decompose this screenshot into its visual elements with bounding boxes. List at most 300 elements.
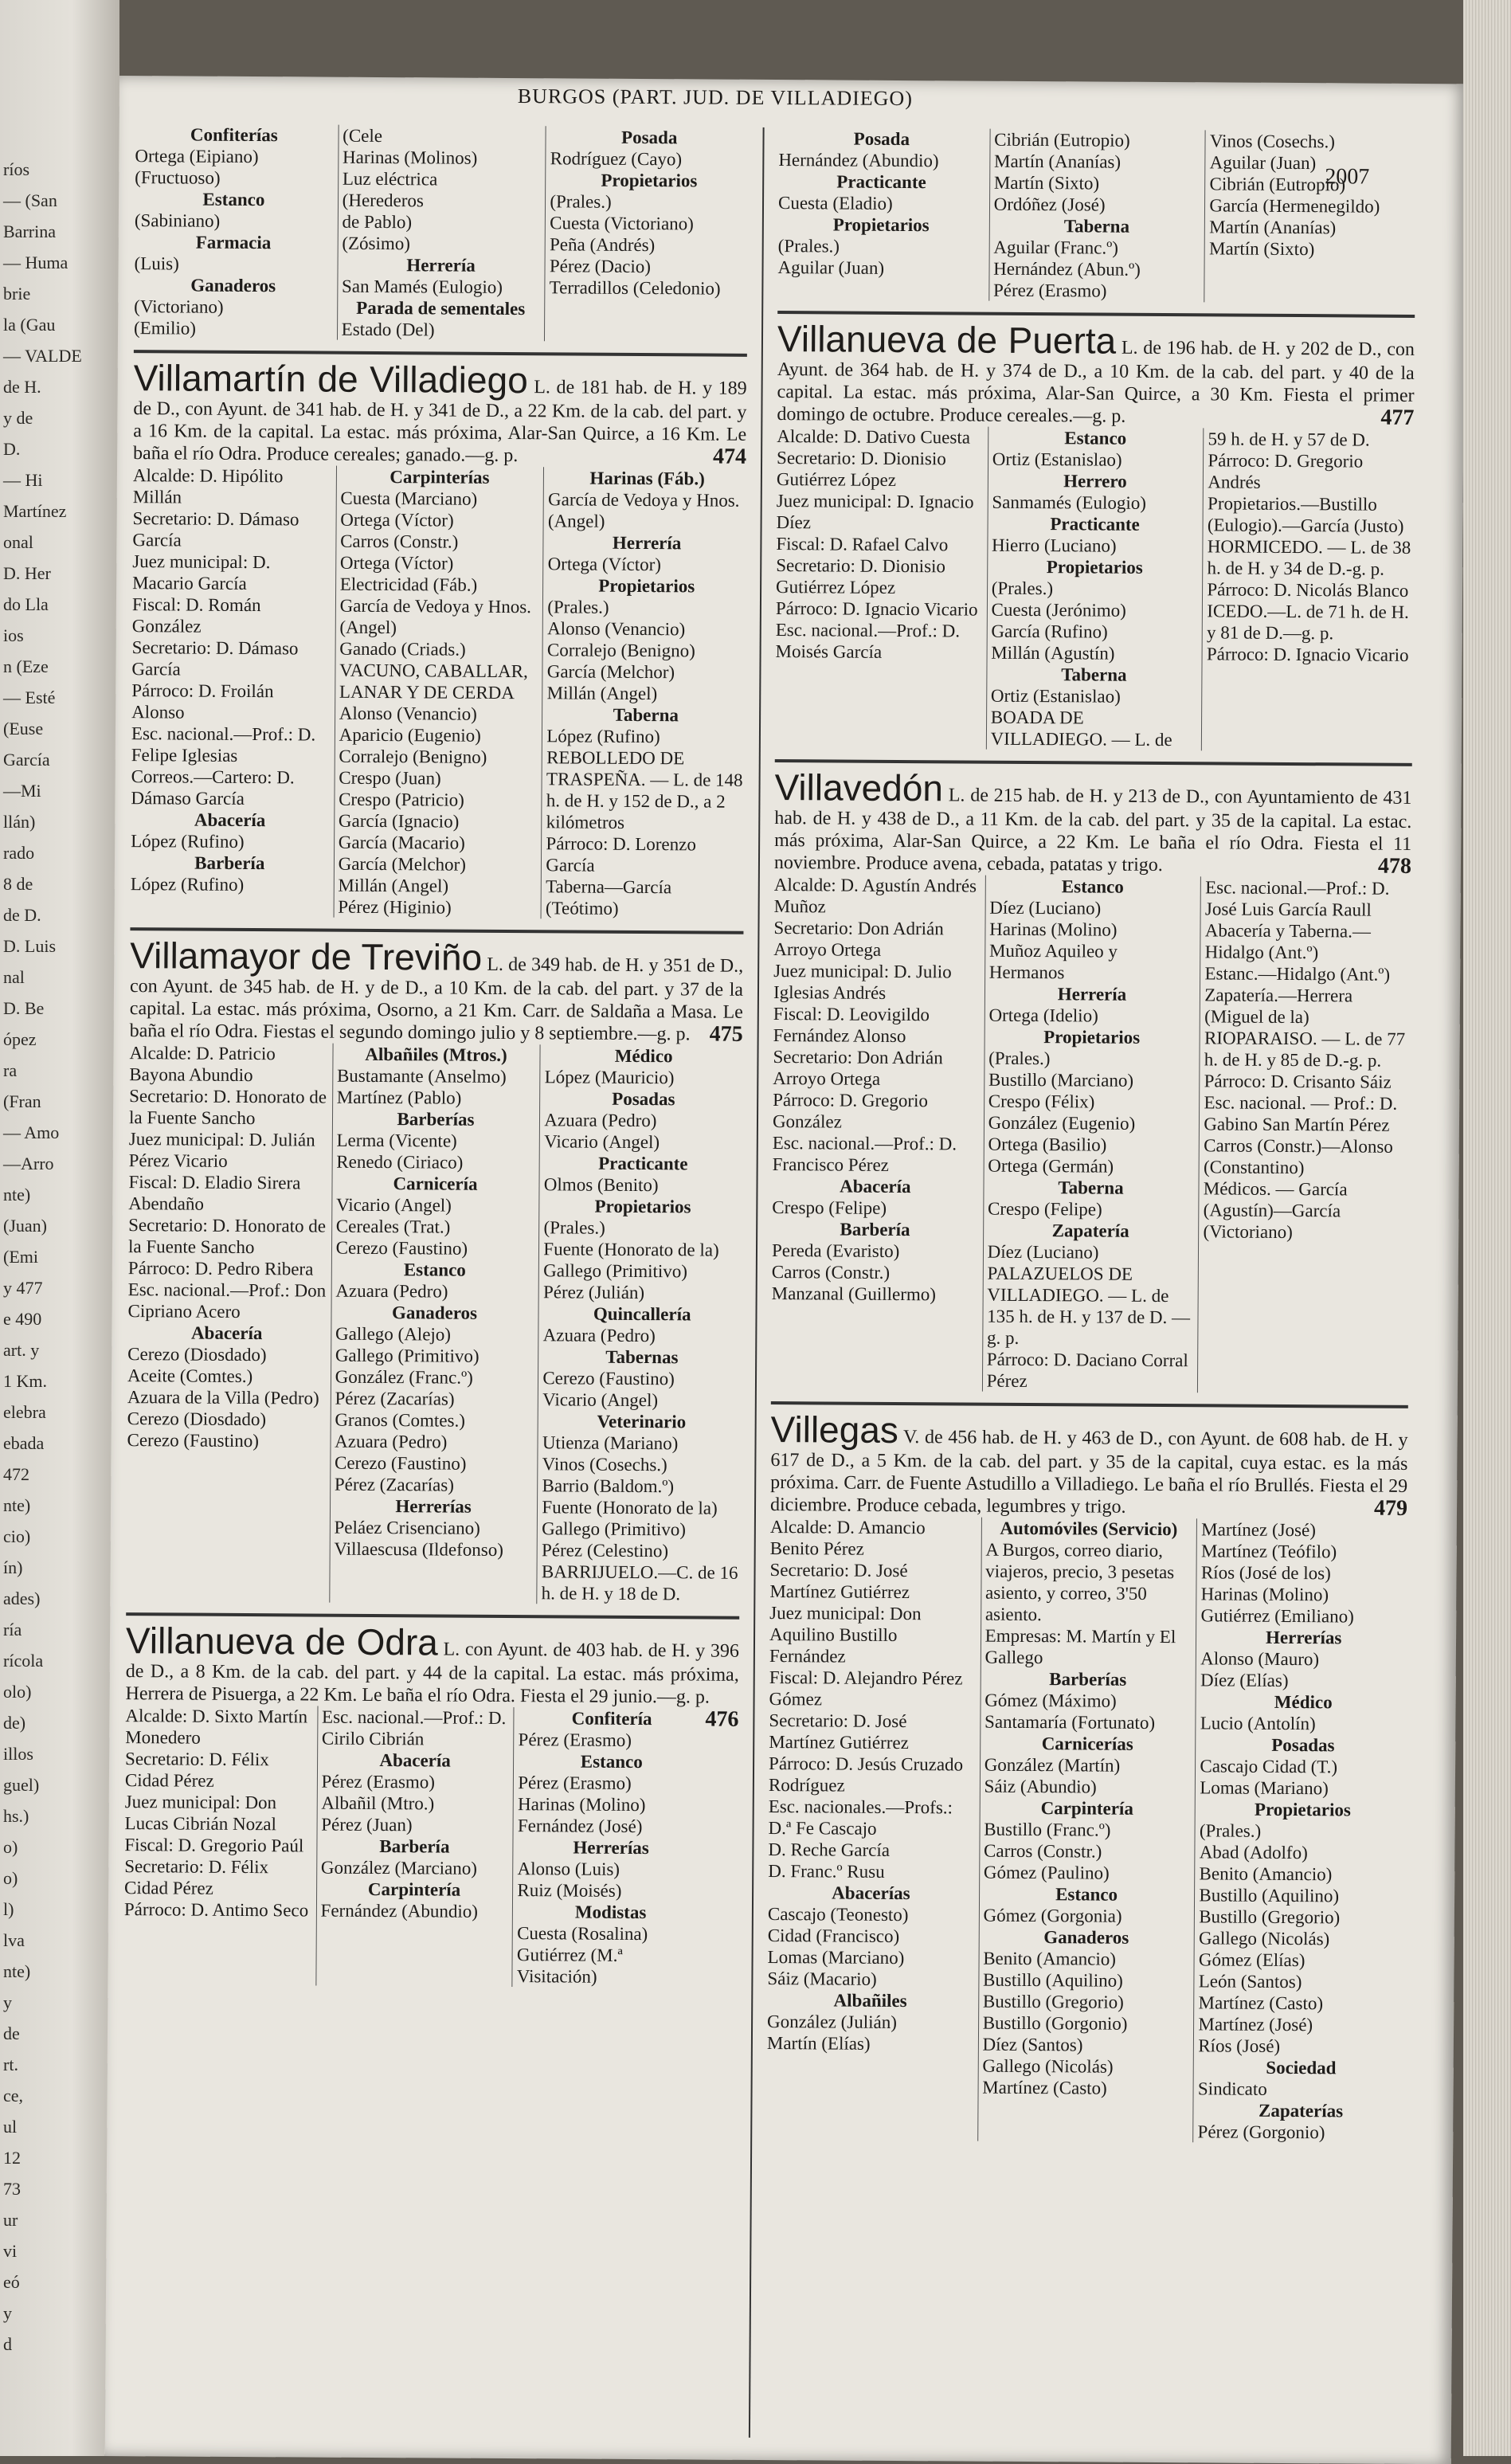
section-heading: Farmacia (195, 232, 272, 253)
entry-description (770, 1409, 1408, 1520)
listing-line: Cibrián (Eutropio) (994, 129, 1130, 151)
listing-line: Ortega (Idelio) (988, 1005, 1098, 1026)
listing-line: Millán (Angel) (338, 875, 449, 896)
section-heading: Abacerías (832, 1882, 910, 1904)
sub-column (982, 876, 1196, 1393)
listing-line: Carros (Constr.) (340, 531, 459, 552)
listing-line: Azuara (Pedro) (335, 1280, 448, 1302)
listing-line: (Victoriano) (134, 296, 224, 317)
listing-line: Aguilar (Franc.º) (993, 237, 1119, 258)
listing-line: Martín (Sixto) (1208, 238, 1315, 260)
listing-line: Correos.—Cartero: D. Dámaso García (131, 766, 295, 809)
section-heading: Propietarios (601, 170, 698, 191)
listing-line: Alonso (Venancio) (547, 618, 686, 640)
section-heading: Quincallería (593, 1303, 691, 1325)
listing-line: Sáiz (Abundio) (984, 1776, 1097, 1797)
listing-line: Bustillo (Gregorio) (982, 1991, 1124, 2012)
section-heading: Parada de sementales (356, 297, 526, 319)
listing-line: Pérez (Dacio) (549, 256, 652, 277)
listing-line: Díez (Luciano) (989, 897, 1102, 919)
listing-line: Carros (Constr.)—Alonso (Constantino) (1203, 1135, 1393, 1178)
listing-line: Benito (Amancio) (1199, 1863, 1333, 1885)
section-heading: Sociedad (1266, 2057, 1337, 2078)
listing-line: Párroco: D. Froilán Alonso (131, 680, 274, 723)
listing-line: Taberna—García (Teótimo) (545, 876, 672, 919)
listing-line: Gómez (Máximo) (984, 1690, 1117, 1711)
listing-line: Médicos. — García (Agustín)—García (Victoriano) (1203, 1178, 1348, 1243)
listing-line: Corralejo (Benigno) (546, 640, 695, 661)
prev-page-fragment: y (3, 2303, 12, 2323)
listing-line: Esc. nacionales.—Profs.: D.ª Fe Cascajo (768, 1796, 953, 1839)
listing-line: D. Franc.º Rusu (768, 1861, 885, 1882)
prev-page-fragment: ades) (3, 1588, 41, 1608)
listing-line: Fernández (Abundio) (320, 1900, 479, 1921)
listing-line: Luz eléctrica (342, 168, 438, 190)
listing-line: Ríos (José de los) (1200, 1562, 1331, 1584)
listing-line: Secretario: Don Adrián Arroyo Ortega (773, 918, 944, 960)
prev-page-fragment: —Mi (3, 781, 41, 801)
listing-line: Estado (Del) (341, 319, 435, 340)
sub-column (131, 464, 331, 918)
prev-page-fragment: — (San (3, 190, 57, 210)
listing-line: Fiscal: D. Román González (131, 594, 261, 637)
listing-line: Martín (Ananías) (1209, 217, 1337, 238)
listing-line: Azuara (Pedro) (335, 1431, 448, 1452)
listing-line: Hernández (Abundio) (778, 150, 939, 171)
listing-line: Párroco: D. Daciano Corral Pérez (986, 1349, 1188, 1391)
listing-line: García (Melchor) (338, 853, 466, 875)
prev-page-fragment: de) (3, 1713, 26, 1733)
section-heading: Taberna (613, 704, 679, 726)
sub-column (329, 1044, 535, 1604)
sub-column (134, 123, 333, 340)
listing-line: Bustillo (Aquilino) (983, 1969, 1123, 1991)
entry-villamartin (131, 358, 747, 920)
listings (771, 874, 1411, 1394)
listing-line: Cuesta (Jerónimo) (991, 599, 1126, 621)
section-heading: Practicante (1050, 514, 1140, 535)
listing-line: Esc. nacional.—Prof.: D. Francisco Pérez (772, 1133, 957, 1175)
section-heading: Propietarios (1046, 557, 1143, 578)
listing-line: Alcalde: D. Agustín Andrés Muñoz (773, 875, 977, 917)
section-heading: Ganaderos (391, 1303, 478, 1323)
listing-line: Sáiz (Macario) (767, 1968, 877, 1989)
section-heading: Herrerías (573, 1837, 649, 1859)
listing-line: Martínez (Teófilo) (1200, 1541, 1337, 1562)
listing-line: Santamaría (Fortunato) (984, 1711, 1156, 1733)
sub-column (123, 1705, 312, 1985)
section-heading: Herrería (612, 532, 682, 554)
listing-line: (Prales.) (988, 1048, 1051, 1069)
listing-line: Olmos (Benito) (543, 1174, 659, 1196)
listing-line: García de Vedoya y Hnos. (Angel) (547, 489, 740, 531)
listing-line: Secretario: D. Honorato de la Fuente Sancho (128, 1086, 327, 1129)
listing-line: Crespo (Patricio) (339, 789, 464, 810)
prev-page-fragment: (Fran (3, 1091, 41, 1111)
town-summary: L. de 349 hab. de H. y 351 de D., con Ayunt. de 345 hab. de H. y de D., a 10 Km. de la cab. del part. y 37 de la capital. La estac. más próxima, Osorno, a 21 Km. Carr. de Saldaña a Masa. Le baña el río Odra. Fiestas el segundo domingo julio y 8 septiembre.—g. p. (129, 954, 744, 1045)
listing-line: Alcalde: D. Sixto Martín Monedero (125, 1706, 308, 1748)
section-heading: Taberna (1063, 216, 1130, 237)
listing-line: Harinas (Molino) (989, 919, 1118, 940)
prev-page-fragment: la (Gau (3, 315, 56, 335)
prev-page-fragment: (Euse (3, 719, 44, 738)
prev-page-fragment: Martínez (3, 501, 67, 521)
top-fragment-left (134, 123, 749, 343)
section-heading: Abacería (379, 1750, 451, 1771)
listing-line: Corralejo (Benigno) (339, 746, 487, 767)
listing-line: Juez municipal: Don Aquilino Bustillo Fernández (769, 1603, 922, 1667)
listing-line: Ordóñez (José) (993, 194, 1106, 215)
sub-column (537, 1044, 743, 1605)
prev-page-fragment: — Hi (3, 470, 43, 490)
listing-line: Fiscal: D. Rafael Calvo (776, 534, 949, 555)
prev-page-fragment: ur (3, 2210, 18, 2230)
listing-line: Pérez (Erasmo) (992, 280, 1107, 301)
listing-line: Esc. nacional.—Prof.: Don Cipriano Acero (127, 1279, 327, 1322)
prev-page-fragment: o) (3, 1837, 18, 1857)
listing-line: Cibrián (Eutropio) (1209, 174, 1346, 195)
listing-line: Secretario: D. Honorato de la Fuente Sancho (127, 1215, 327, 1258)
section-heading: Herrería (406, 255, 476, 276)
town-name: Villanueva de Odra (125, 1620, 438, 1663)
sub-column (777, 127, 984, 301)
listing-line: García (Macario) (338, 832, 465, 853)
listing-line: Martín (Elías) (766, 2033, 871, 2054)
listing-line: Fiscal: D. Gregorio Paúl (124, 1835, 304, 1856)
listing-line: Aguilar (Juan) (1209, 152, 1317, 174)
section-heading: Harinas (Fáb.) (589, 468, 705, 489)
listing-line: García de Vedoya y Hnos. (Angel) (339, 595, 532, 638)
section-heading: Barberías (397, 1109, 475, 1130)
prev-page-fragment: o) (3, 1868, 18, 1888)
listing-line: Cuesta (Victoriano) (550, 213, 694, 234)
listing-line: de Pablo) (342, 211, 413, 233)
sub-column (986, 427, 1199, 751)
prev-page-fragment: 73 (3, 2179, 21, 2199)
listing-line: Lerma (Vicente) (336, 1130, 457, 1151)
prev-page-fragment: 1 Km. (3, 1371, 47, 1391)
listing-line: Díez (Luciano) (987, 1241, 1099, 1263)
town-name: Villegas (770, 1408, 899, 1451)
listing-line: Alonso (Venancio) (339, 703, 477, 724)
listing-line: Juez municipal: D. Julio Iglesias Andrés (773, 961, 952, 1003)
listing-line: Vicario (Angel) (335, 1194, 452, 1216)
section-heading: Estanco (403, 1259, 466, 1280)
section-heading: Propietarios (598, 575, 695, 597)
listing-line: Párroco: D. Ignacio Vicario (1206, 644, 1409, 665)
sub-column (126, 1042, 327, 1603)
section-heading: Taberna (1061, 664, 1127, 685)
sub-column (988, 129, 1200, 303)
section-heading: Herrero (1063, 471, 1127, 492)
section-heading: Estanco (1061, 876, 1124, 897)
listing-line: Ortiz (Estanislao) (992, 449, 1122, 470)
previous-page-edge (0, 0, 119, 2456)
page-number: 2007 (1325, 164, 1370, 190)
listing-line: Pérez (Higinio) (338, 896, 452, 918)
section-heading: Abacería (190, 1322, 263, 1344)
listing-line: García (Rufino) (991, 621, 1108, 642)
listing-line: Cerezo (Diosdado) (127, 1344, 267, 1365)
listing-line: Cascajo Cidad (T.) (1200, 1756, 1338, 1777)
listing-line: Fernández (José) (517, 1816, 643, 1837)
listing-line: González (Franc.º) (335, 1366, 473, 1388)
listing-line: Vicario (Angel) (542, 1389, 659, 1411)
section-heading: Barbería (840, 1219, 910, 1240)
listing-line: Propietarios.—Bustillo (Eulogio).—García (Justo) (1207, 493, 1404, 536)
section-heading: Practicante (598, 1153, 688, 1174)
entry-puerta (775, 319, 1415, 752)
listing-line: Gómez (Paulino) (983, 1862, 1110, 1883)
listing-line: Estanc.—Hidalgo (Ant.º) (1204, 963, 1391, 985)
listing-line: Secretario: D. José Martínez Gutiérrez (769, 1710, 909, 1753)
listing-line: Vicario (Angel) (544, 1131, 660, 1153)
town-summary: L. de 181 hab. de H. y 189 de D., con Ayunt. de 341 hab. de H. y 341 de D., a 22 Km. de la cab. del part. y a 16 Km. de la capital. La estac. más próxima, Alar-San Quirce, a 16 Km. Le baña el río Odra. Produce cereales; ganado.—g. p. (133, 377, 747, 467)
section-heading: Ganaderos (1043, 1927, 1129, 1948)
listing-line: Ruiz (Moisés) (517, 1880, 622, 1901)
entry-description (130, 935, 744, 1046)
prev-page-fragment: (Juan) (3, 1216, 47, 1236)
listing-line: Ortega (Germán) (988, 1155, 1114, 1177)
prev-page-fragment: nte) (3, 1495, 31, 1515)
listing-line: Gutiérrez (M.ª Visitación) (516, 1945, 623, 1987)
listing-line: Fuente (Honorato de la) (542, 1497, 718, 1518)
section-heading: Posada (853, 128, 910, 150)
section-heading: Taberna (1058, 1177, 1124, 1198)
section-heading: Carnicerías (1041, 1733, 1133, 1754)
prev-page-fragment: illos (3, 1744, 33, 1764)
listing-line: Ortega (Víctor) (340, 509, 454, 531)
prev-page-fragment: eó (3, 2272, 20, 2292)
sub-column (766, 1516, 976, 2141)
prev-page-fragment: — VALDE (3, 346, 82, 366)
entry-villamayor (126, 935, 743, 1605)
listing-line: Aguilar (Juan) (777, 257, 885, 278)
listing-line: Alonso (Luis) (517, 1859, 620, 1879)
listing-line: Pereda (Evaristo) (771, 1240, 900, 1262)
entry-description (777, 319, 1415, 429)
listing-line: Gómez (Elías) (1198, 1949, 1305, 1971)
listing-line: Pérez (Gorgonio) (1197, 2121, 1325, 2143)
directory-page (105, 76, 1466, 2464)
listing-line: Esc. nacional.—Prof.: D. Cirilo Cibrián (321, 1706, 507, 1749)
listing-line: Azuara (Pedro) (544, 1110, 657, 1131)
prev-page-fragment: de H. (3, 377, 41, 397)
listing-line: Lomas (Mariano) (1200, 1777, 1329, 1799)
listing-line: Carros (Constr.) (771, 1262, 891, 1283)
listing-line: Esc. nacional. — Prof.: D. Gabino San Martín Pérez (1204, 1092, 1398, 1135)
listing-line: Abad (Adolfo) (1199, 1842, 1308, 1863)
book-page-edges (1463, 0, 1511, 2456)
listing-line: Secretario: D. Dionisio Gutiérrez López (776, 448, 946, 490)
listing-line: Ortiz (Estanislao) (990, 685, 1121, 707)
listing-line: Secretario: Don Adrián Arroyo Ortega (773, 1047, 943, 1089)
prev-page-fragment: de D. (3, 905, 41, 925)
listing-line: Sindicato (1197, 2078, 1267, 2099)
listing-line: Rodríguez (Cayo) (550, 148, 683, 170)
listing-line: Juez municipal: D. Ignacio Díez (776, 491, 974, 533)
listing-line: Díez (Santos) (982, 2034, 1083, 2055)
prev-page-fragment: ul (3, 2117, 18, 2137)
section-heading: Herrerías (1265, 1627, 1342, 1648)
listing-line: Martín (Ananías) (993, 151, 1122, 172)
listing-line: Azuara de la Villa (Pedro) (127, 1387, 319, 1408)
listing-line: Vinos (Cosechs.) (1209, 131, 1335, 152)
section-heading: Carpintería (367, 1878, 461, 1900)
section-heading: Herrerías (395, 1496, 472, 1517)
sub-column (337, 125, 541, 342)
section-heading: Confiterías (190, 124, 278, 146)
listing-line: VACUNO, CABALLAR, LANAR Y DE CERDA (339, 660, 528, 703)
listing-line: Harinas (Molino) (1200, 1584, 1329, 1605)
listing-line: Harinas (Molinos) (342, 147, 478, 168)
listing-line: Millán (Angel) (546, 683, 658, 704)
listing-line: (Prales.) (777, 236, 840, 257)
listing-line: Esc. nacional.—Prof.: D. Felipe Iglesias (131, 723, 316, 766)
entry-number: 479 (1373, 1495, 1408, 1521)
listing-line: Bustillo (Franc.º) (984, 1819, 1111, 1840)
prev-page-fragment: d (3, 2334, 12, 2354)
listing-line: Cerezo (Faustino) (542, 1368, 675, 1389)
section-heading: Propietarios (1043, 1027, 1141, 1048)
section-heading: Modistas (574, 1902, 647, 1923)
prev-page-fragment: Barrina (3, 221, 56, 241)
listing-line: Renedo (Ciriaco) (336, 1151, 464, 1173)
listing-line: Gallego (Alejo) (335, 1323, 452, 1345)
sub-column (315, 1706, 509, 1987)
listing-line: López (Rufino) (546, 726, 660, 747)
prev-page-fragment: llán) (3, 812, 36, 832)
listings (775, 425, 1414, 752)
listings (766, 1516, 1407, 2144)
prev-page-fragment: guel) (3, 1775, 40, 1795)
listing-line: Martín (Sixto) (993, 172, 1100, 194)
sub-column (977, 1518, 1192, 2143)
prev-page-fragment: ín) (3, 1557, 23, 1577)
section-heading: Herrería (1057, 984, 1127, 1005)
listing-line: Utienza (Mariano) (542, 1432, 679, 1454)
listing-line: Sanmamés (Eulogio) (992, 492, 1147, 513)
sub-column (333, 466, 538, 919)
listing-line: San Mamés (Eulogio) (341, 276, 503, 297)
listings (126, 1042, 742, 1605)
listing-line: Manzanal (Guillermo) (771, 1283, 937, 1305)
listing-line: Harinas (Molino) (518, 1794, 646, 1816)
listing-line: López (Rufino) (130, 874, 245, 895)
listing-line: (Herederos (342, 190, 424, 211)
listing-line: López (Rufino) (131, 831, 245, 852)
listing-line: Párroco: D. Jesús Cruzado Rodríguez (768, 1753, 964, 1796)
section-heading: Posadas (612, 1088, 675, 1110)
listing-line: (Zósimo) (342, 233, 411, 254)
prev-page-fragment: cio) (3, 1526, 31, 1546)
listing-line: Pérez (Juan) (321, 1814, 413, 1835)
listing-line: Ortega (Víctor) (547, 554, 662, 575)
town-name: Villamayor de Treviño (130, 934, 483, 978)
listing-line: Peláez Crisenciano) (334, 1517, 480, 1538)
town-name: Villanueva de Puerta (777, 318, 1117, 362)
prev-page-fragment: y de (3, 408, 33, 428)
section-heading: Tabernas (605, 1346, 679, 1368)
listing-line: García (Ignacio) (338, 810, 460, 832)
listing-line: Bustillo (Gregorio) (1199, 1906, 1341, 1928)
prev-page-fragment: onal (3, 532, 33, 552)
listings (131, 464, 746, 920)
listing-line: (Cele (343, 125, 383, 147)
prev-page-fragment: ría (3, 1620, 22, 1639)
listing-line: Pérez (Erasmo) (518, 1730, 632, 1750)
sub-column (1197, 876, 1411, 1394)
listing-line: Villaescusa (Ildefonso) (334, 1538, 504, 1560)
section-heading: Barberías (1049, 1669, 1127, 1690)
listing-line: Ortega (Basilio) (988, 1134, 1107, 1155)
listing-line: Cuesta (Marciano) (340, 488, 478, 509)
prev-page-fragment: D. (3, 439, 21, 459)
sub-column (1193, 1518, 1407, 2144)
listing-line: Millán (Agustín) (991, 642, 1115, 664)
listing-line: Párroco: D. Gregorio González (772, 1090, 929, 1132)
listing-line: Gallego (Primitivo) (542, 1518, 687, 1540)
prev-page-fragment: 12 (3, 2148, 21, 2168)
section-heading: Albañiles (Mtros.) (365, 1044, 507, 1065)
listing-line: Bustillo (Gorgonio) (982, 2012, 1128, 2034)
listing-line: Alcalde: D. Amancio Benito Pérez (769, 1517, 926, 1559)
listing-line: Terradillos (Celedonio) (549, 277, 721, 299)
prev-page-fragment: vi (3, 2241, 18, 2261)
entry-villegas (766, 1409, 1408, 2144)
listing-line: Ortega (Eipiano) (135, 146, 259, 167)
section-heading: Abacería (194, 809, 266, 831)
prev-page-fragment: ra (3, 1060, 18, 1080)
listing-line: Benito (Amancio) (983, 1948, 1117, 1969)
listing-line: (Prales.) (991, 578, 1054, 599)
listing-line: León (Santos) (1198, 1971, 1302, 1992)
prev-page-fragment: lva (3, 1930, 25, 1950)
prev-page-fragment: y (3, 1992, 12, 2012)
prev-page-fragment: nal (3, 967, 25, 987)
section-heading: Propietarios (594, 1196, 691, 1217)
town-summary: V. de 456 hab. de H. y 463 de D., con Ayunt. de 608 hab. de H. y 617 de D., a 5 Km. de la cab. del part. y 35 de la capital, cuya estac. es la más próxima. Carr. de Fuente Astudillo a Villadiego. Le baña el río Brullés. Fiesta el 29 diciembre. Produce cebada, legumbres y trigo. (769, 1427, 1408, 1518)
listing-line: Crespo (Félix) (988, 1091, 1095, 1112)
prev-page-fragment: García (3, 750, 50, 770)
listing-line: Vinos (Cosechs.) (542, 1454, 667, 1475)
listing-line: Cuesta (Rosalina) (517, 1923, 648, 1945)
section-heading: Estanco (1055, 1884, 1118, 1905)
top-fragment-right (777, 127, 1415, 304)
listing-line: Bustillo (Aquilino) (1199, 1885, 1340, 1906)
prev-page-fragment: —Arro (3, 1154, 54, 1173)
listing-line: Secretario: D. Dámaso García (131, 637, 299, 680)
listing-line: Crespo (Felipe) (772, 1197, 887, 1218)
listing-line: Gallego (Primitivo) (335, 1345, 480, 1366)
listing-line: D. Reche García (768, 1839, 891, 1860)
listing-line: Cereales (Trat.) (335, 1216, 451, 1237)
prev-page-fragment: rt. (3, 2055, 18, 2074)
listing-line: Crespo (Felipe) (987, 1198, 1102, 1220)
listing-line: RIOPARAISO. — L. de 77 h. de H. y 85 de D.-g. p. (1204, 1028, 1406, 1071)
listing-line: (Prales.) (550, 191, 612, 212)
listing-line: Cascajo (Teonesto) (767, 1904, 909, 1925)
prev-page-fragment: — Huma (3, 253, 69, 272)
listing-line: Peña (Andrés) (549, 234, 656, 256)
listing-line: Muñoz Aquileo y Hermanos (988, 940, 1118, 983)
section-heading: Posadas (1271, 1734, 1335, 1756)
prev-page-fragment: olo) (3, 1682, 32, 1702)
prev-page-fragment: — Esté (3, 687, 56, 707)
section-heading: Barbería (379, 1836, 450, 1857)
sub-column (512, 1707, 706, 1988)
prev-page-fragment: do Lla (3, 594, 49, 614)
